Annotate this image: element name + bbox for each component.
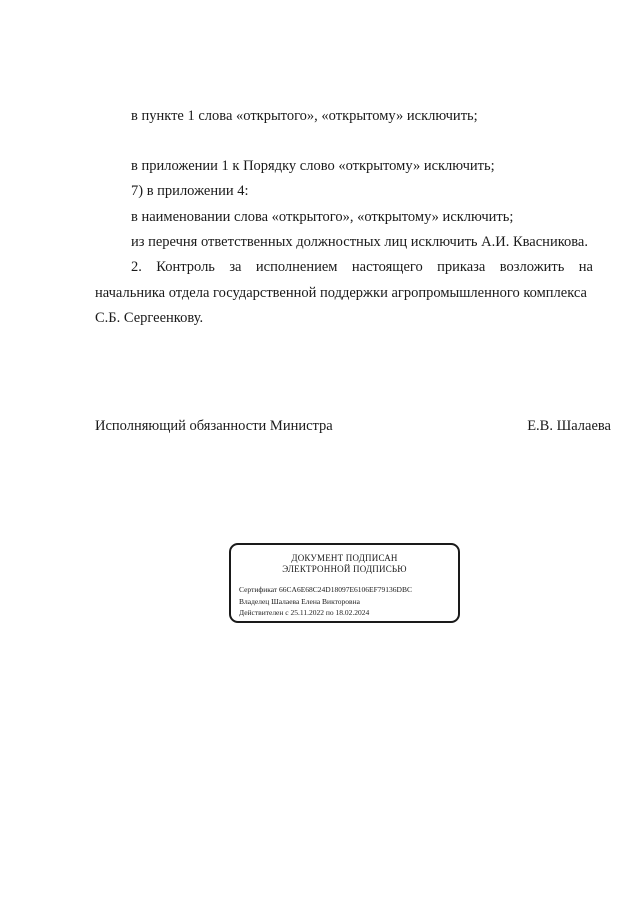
stamp-title: ДОКУМЕНТ ПОДПИСАН [291,553,398,563]
electronic-signature-stamp [229,543,460,623]
word: возложить [499,259,565,275]
signatory-name: Е.В. Шалаева [527,418,611,434]
word: настоящего [351,259,423,275]
text-line-2: в приложении 1 к Порядку слово «открытому» исключить; [131,158,495,174]
signature-block [95,417,611,435]
signatory-position: Исполняющий обязанности Министра [95,418,333,434]
stamp-owner: Владелец Шалаева Елена Викторовна [239,597,360,606]
paragraph-2-first-line [131,258,593,276]
word: за [229,259,242,275]
text-line-5: из перечня ответственных должностных лиц исключить А.И. Квасникова. [131,234,588,250]
word: на [578,259,593,275]
word: приказа [437,259,486,275]
word: исполнением [255,259,338,275]
word: Контроль [156,259,215,275]
stamp-validity: Действителен с 25.11.2022 по 18.02.2024 [239,608,370,617]
paragraph-2-line-2: начальника отдела государственной поддержки агропромышленного комплекса [95,285,587,301]
stamp-subtitle: ЭЛЕКТРОННОЙ ПОДПИСЬЮ [282,564,407,574]
paragraph-2-line-3: С.Б. Сергеенкову. [95,310,204,326]
text-line-4: в наименовании слова «открытого», «открытому» исключить; [131,209,514,225]
stamp-certificate: Сертификат 66CA6E68C24D18097E6106EF79136DBC [239,585,412,594]
word: 2. [131,259,142,275]
text-line-3: 7) в приложении 4: [131,183,249,199]
text-line-1: в пункте 1 слова «открытого», «открытому» исключить; [131,108,478,124]
